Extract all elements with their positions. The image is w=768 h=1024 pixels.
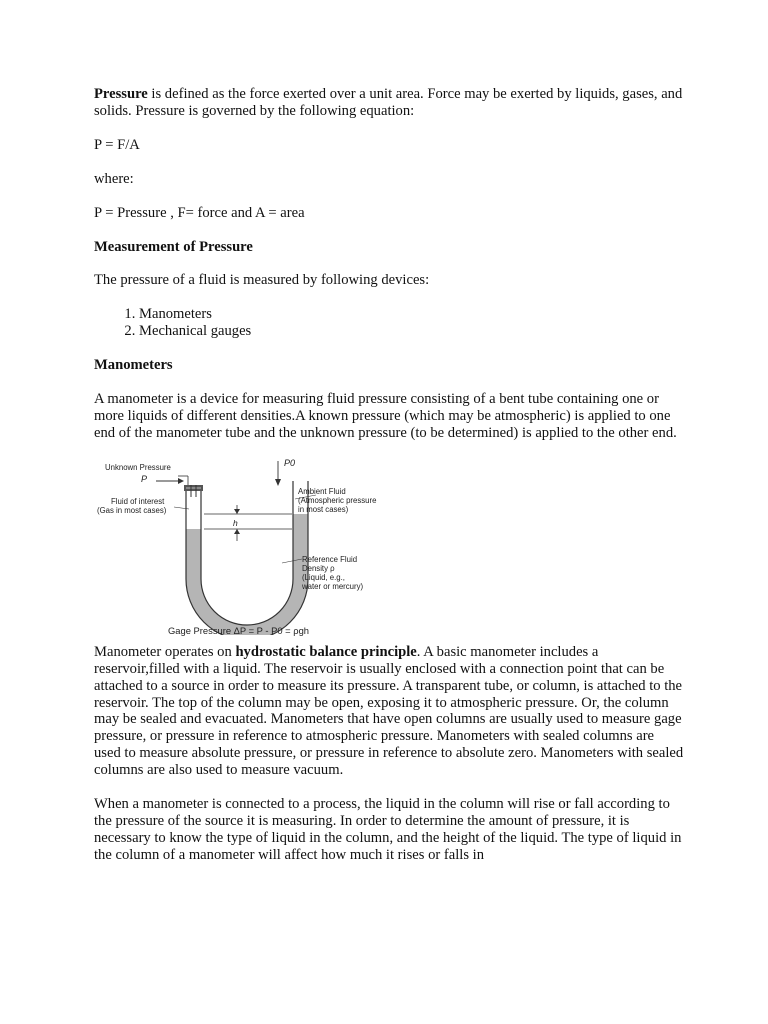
devices-list <box>94 306 684 340</box>
operation-after: . A basic manometer includes a reservoir,filled with a liquid. The reservoir is usually enclosed with a connection point that can be attached to a source in order to measure its pressure. A transparent tube, or column, is attached to the reservoir. The top of the column may be open, exposing it to atmospheric pressure. Or, the column may be sealed and evacuated. Manometers that have open columns are usually used to measure gage pressure, or pressure in reference to atmospheric pressure. Manometers with sealed columns are used to measure absolute pressure, or pressure in reference to absolute zero. Manometers with sealed columns are also used to measure vacuum. <box>94 643 684 779</box>
intro-term: Pressure <box>94 86 148 102</box>
list-item: 1. Manometers <box>139 306 684 323</box>
where-label: where: <box>94 170 134 187</box>
document-page <box>94 86 684 864</box>
operation-paragraph <box>94 644 684 779</box>
intro-paragraph <box>94 86 684 120</box>
unknown-pressure-label: Unknown Pressure <box>105 462 171 472</box>
ambient-label-3: in most cases) <box>298 504 349 514</box>
heading-manometers: Manometers <box>94 357 173 374</box>
reference-label-1: Reference Fluid <box>302 554 358 564</box>
p0-symbol: P0 <box>284 457 296 468</box>
ambient-label-2: (Atmospheric pressure <box>298 495 377 505</box>
process-paragraph: When a manometer is connected to a process, the liquid in the column will rise or fall according to the pressure of the source it is measuring. In order to determine the amount of pressure, it is necessary to know the type of liquid in the column, and the height of the liquid. The type of liquid in the column of a manometer will affect how much it rises or falls in <box>94 796 682 863</box>
reference-fluid <box>186 514 308 635</box>
operation-before: Manometer operates on <box>94 643 236 660</box>
p-symbol: P <box>141 473 148 484</box>
h-symbol: h <box>233 517 238 528</box>
u-tube-drawing <box>94 459 386 635</box>
manometer-definition: A manometer is a device for measuring fluid pressure consisting of a bent tube containing one or more liquids of different densities.A known pressure (which may be atmospheric) is applied to one end of the manometer tube and the unknown pressure (to be determined) is applied to the other end. <box>94 391 677 441</box>
fluid-interest-label-1: Fluid of interest <box>111 496 165 506</box>
intro-text: is defined as the force exerted over a unit area. Force may be exerted by liquids, gases, and solids. Pressure is governed by the following equation: <box>94 86 683 119</box>
devices-intro: The pressure of a fluid is measured by following devices: <box>94 272 430 289</box>
ambient-label-1: Ambient Fluid <box>298 486 346 496</box>
reference-label-3: (Liquid, e.g., <box>302 572 345 582</box>
definitions-line: P = Pressure , F= force and A = area <box>94 204 305 221</box>
list-item: 2. Mechanical gauges <box>139 323 684 340</box>
operation-bold: hydrostatic balance principle <box>235 643 417 660</box>
tube-inner-wall <box>201 481 293 625</box>
reference-label-4: water or mercury) <box>302 581 364 591</box>
equation: P = F/A <box>94 136 140 153</box>
heading-measurement: Measurement of Pressure <box>94 238 253 255</box>
figure-caption: Gage Pressure ΔP = P - P0 = ρgh <box>168 624 310 636</box>
manometer-diagram <box>94 459 386 635</box>
fluid-interest-label-2: (Gas in most cases) <box>97 505 167 515</box>
reference-label-2: Density ρ <box>302 563 335 573</box>
